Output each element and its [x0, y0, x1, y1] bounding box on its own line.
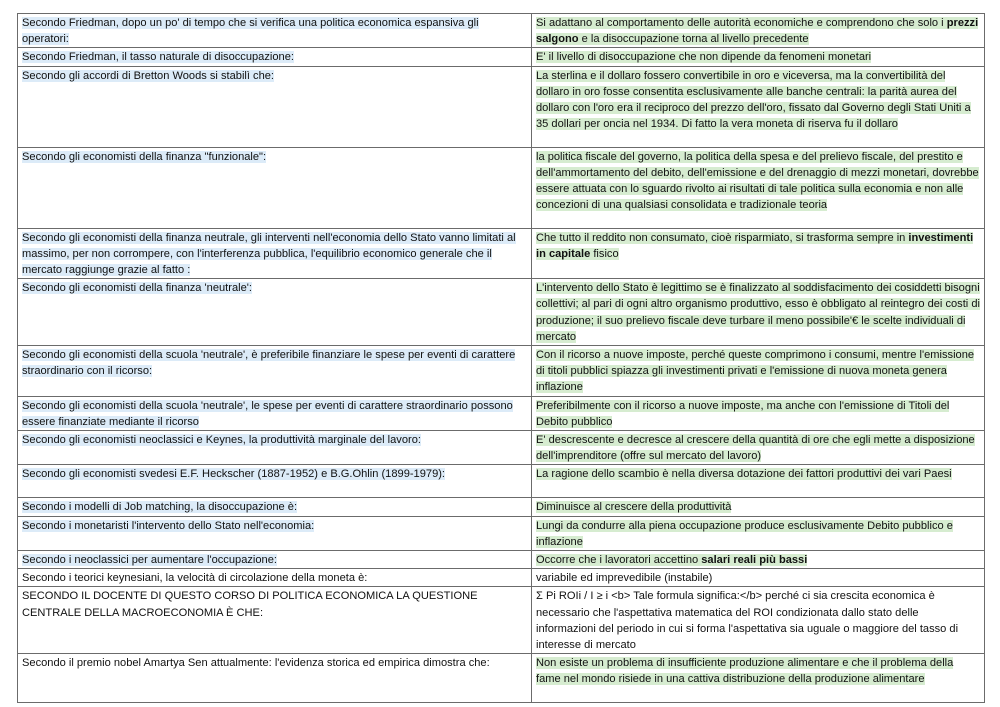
table-row: [18, 147, 985, 228]
question-cell: [18, 587, 532, 654]
question-text: Secondo Friedman, il tasso naturale di disoccupazione:: [22, 51, 294, 64]
answer-text: La ragione dello scambio è nella diversa dotazione dei fattori produttivi dei vari Paesi: [536, 468, 952, 481]
table-row: [18, 516, 985, 550]
question-cell: [18, 431, 532, 465]
answer-text: E' descrescente e decresce al crescere della quantità di ore che egli mette a disposizione dell'imprenditore (offre sul mercato del lavoro): [536, 434, 975, 463]
question-text: Secondo gli economisti della finanza "funzionale":: [22, 150, 267, 163]
question-cell: [18, 498, 532, 516]
question-text: Secondo gli economisti della scuola 'neutrale', le spese per eventi di carattere straordinario possono essere finanziate mediante il ricorso: [22, 399, 513, 428]
question-cell: [18, 14, 532, 48]
answer-text: L'intervento dello Stato è legittimo se è finalizzato al soddisfacimento dei cosiddetti bisogni collettivi; al pari di ogni altro organismo produttivo, esso è obbligato al reintegro dei costi di produzione; il suo prelievo fiscale deve turbare il meno possibile'€ le scelte individuali di mercato: [536, 282, 980, 343]
answer-cell: [532, 396, 985, 430]
answer-cell: [532, 228, 985, 279]
table-row: [18, 396, 985, 430]
answer-cell: [532, 431, 985, 465]
question-text: Secondo i monetaristi l'intervento dello Stato nell'economia:: [22, 519, 315, 532]
answer-cell: [532, 66, 985, 147]
answer-cell: [532, 279, 985, 346]
question-cell: [18, 279, 532, 346]
table-row: [18, 498, 985, 516]
question-text: Secondo i neoclassici per aumentare l'occupazione:: [22, 554, 277, 567]
answer-text: Σ Pi ROIi / I ≥ i <b> Tale formula significa:</b> perché ci sia crescita economica è necessario che l'aspettativa matematica del ROI condizionata dallo stato delle informazioni del periodo in cui si forma l'aspettativa sia uguale o maggiore del tasso di interesse di mercato: [536, 590, 959, 652]
question-text: Secondo il premio nobel Amartya Sen attualmente: l'evidenza storica ed empirica dimostra che:: [22, 657, 490, 670]
answer-text: Occorre che i lavoratori accettino salari reali più bassi: [536, 554, 808, 567]
question-cell: [18, 346, 532, 397]
answer-bold: investimenti in capitale: [536, 231, 974, 260]
answer-text: Preferibilmente con il ricorso a nuove imposte, ma anche con l'emissione di Titoli del Debito pubblico: [536, 399, 950, 428]
answer-cell: [532, 551, 985, 569]
question-text: Secondo gli accordi di Bretton Woods si stabilì che:: [22, 69, 275, 82]
question-text: SECONDO IL DOCENTE DI QUESTO CORSO DI POLITICA ECONOMICA LA QUESTIONE CENTRALE DELLA MACROECONOMIA È CHE:: [22, 590, 478, 619]
answer-text: Che tutto il reddito non consumato, cioè risparmiato, si trasforma sempre in investimenti in capitale fisico: [536, 231, 974, 260]
answer-text: Non esiste un problema di insufficiente produzione alimentare e che il problema della fame nel mondo risiede in una cattiva distribuzione della produzione alimentare: [536, 657, 954, 686]
answer-cell: [532, 516, 985, 550]
answer-text: E' il livello di disoccupazione che non dipende da fenomeni monetari: [536, 51, 872, 64]
table-row: [18, 569, 985, 587]
question-cell: [18, 516, 532, 550]
table-row: [18, 279, 985, 346]
question-text: Secondo gli economisti della finanza neutrale, gli interventi nell'economia dello Stato vanno limitati al massimo, per non corrompere, con l'interferenza pubblica, l'equilibrio economico generale che il mercato raggiunge grazie al fatto :: [22, 231, 516, 277]
question-cell: [18, 48, 532, 66]
answer-cell: [532, 569, 985, 587]
answer-text: Diminuisce al crescere della produttività: [536, 501, 732, 514]
table-row: [18, 14, 985, 48]
answer-cell: [532, 14, 985, 48]
table-row: [18, 66, 985, 147]
table-row: [18, 346, 985, 397]
question-cell: [18, 569, 532, 587]
qa-table: [17, 13, 985, 703]
question-text: Secondo gli economisti svedesi E.F. Heckscher (1887-1952) e B.G.Ohlin (1899-1979):: [22, 468, 446, 481]
answer-text: Si adattano al comportamento delle autorità economiche e comprendono che solo i prezzi salgono e la disoccupazione torna al livello precedente: [536, 17, 979, 46]
question-cell: [18, 147, 532, 228]
answer-bold: salari reali più bassi: [701, 554, 808, 567]
table-row: [18, 551, 985, 569]
answer-cell: [532, 147, 985, 228]
table-row: [18, 465, 985, 498]
answer-cell: [532, 498, 985, 516]
table-row: [18, 654, 985, 703]
question-cell: [18, 551, 532, 569]
question-text: Secondo Friedman, dopo un po' di tempo che si verifica una politica economica espansiva gli operatori:: [22, 17, 479, 46]
question-text: Secondo gli economisti della scuola 'neutrale', è preferibile finanziare le spese per eventi di carattere straordinario con il ricorso:: [22, 349, 516, 378]
question-text: Secondo gli economisti neoclassici e Keynes, la produttività marginale del lavoro:: [22, 434, 421, 447]
table-row: [18, 48, 985, 66]
table-row: [18, 587, 985, 654]
answer-cell: [532, 587, 985, 654]
question-text: Secondo i teorici keynesiani, la velocità di circolazione della moneta è:: [22, 572, 368, 585]
answer-bold: prezzi salgono: [536, 17, 979, 46]
answer-text: variabile ed imprevedibile (instabile): [536, 572, 713, 585]
answer-text: Lungi da condurre alla piena occupazione produce esclusivamente Debito pubblico e inflazione: [536, 519, 953, 548]
question-text: Secondo i modelli di Job matching, la disoccupazione è:: [22, 501, 298, 514]
answer-cell: [532, 465, 985, 498]
answer-cell: [532, 654, 985, 703]
answer-cell: [532, 346, 985, 397]
question-cell: [18, 465, 532, 498]
answer-text: Con il ricorso a nuove imposte, perché queste comprimono i consumi, mentre l'emissione di titoli pubblici spiazza gli investimenti privati e l'emissione di nuova moneta genera inflazione: [536, 349, 975, 394]
question-cell: [18, 228, 532, 279]
answer-text: La sterlina e il dollaro fossero convertibile in oro e viceversa, ma la convertibilità del dollaro in oro fosse consentita esclusivamente alle banche centrali: la parità aurea del dollaro con l'oro era il reciproco del prezzo dell'oro, fissato dal Governo degli Stati Uniti a 35 dollari per oncia nel 1934. Di fatto la vera moneta di riserva fu il dollaro: [536, 69, 971, 131]
answer-cell: [532, 48, 985, 66]
table-row: [18, 431, 985, 465]
question-cell: [18, 66, 532, 147]
question-cell: [18, 396, 532, 430]
answer-text: la politica fiscale del governo, la politica della spesa e del prelievo fiscale, del prestito e dell'ammortamento del debito, dell'emissione e del drenaggio di mezzi monetari, dovrebbe essere attuata con lo sguardo rivolto ai risultati di tale politica sulla economia e non alle concezioni di una qualsiasi consolidata e tradizionale teoria: [536, 150, 979, 212]
question-cell: [18, 654, 532, 703]
table-row: [18, 228, 985, 279]
question-text: Secondo gli economisti della finanza 'neutrale':: [22, 282, 252, 295]
